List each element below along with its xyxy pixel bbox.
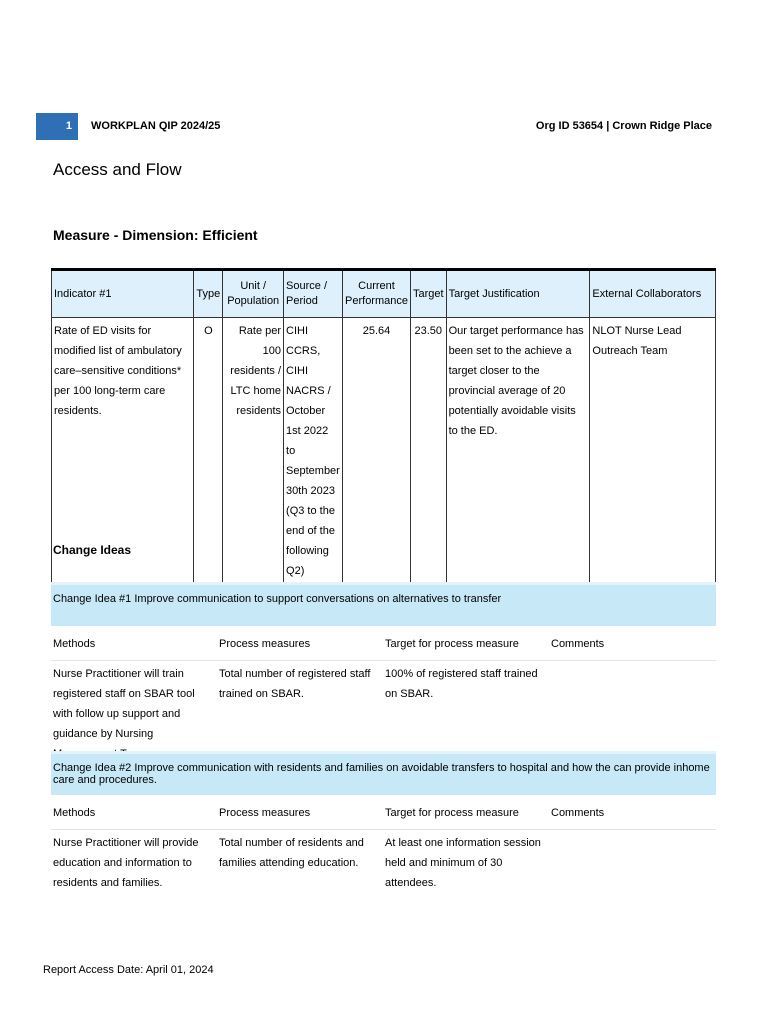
- cell-type: O: [194, 318, 223, 585]
- change-ideas-title: Change Ideas: [53, 543, 132, 557]
- cell-target: 100% of registered staff trained on SBAR.: [385, 668, 538, 700]
- th-target-process: Target for process measure: [385, 637, 519, 650]
- cell-target: At least one information session held and minimum of 30 attendees.: [385, 837, 541, 889]
- org-id: Org ID 53654 | Crown Ridge Place: [535, 120, 712, 132]
- cell-unit: Rate per 100 residents / LTC home residents: [223, 318, 284, 585]
- measure-title: Measure - Dimension: Efficient: [53, 227, 258, 243]
- cell-methods: Nurse Practitioner will train registered staff on SBAR tool with follow up support and guidance by Nursing: [53, 668, 195, 740]
- th-indicator: Indicator #1: [52, 270, 194, 318]
- change-idea-1-header: [51, 627, 716, 661]
- workplan-title: WORKPLAN QIP 2024/25: [91, 120, 221, 132]
- indicator-table: [51, 268, 716, 585]
- th-methods: Methods: [53, 637, 96, 650]
- cell-collaborators: NLOT Nurse Lead Outreach Team: [590, 318, 716, 585]
- section-title: Access and Flow: [53, 160, 182, 179]
- change-idea-2-title: Change Idea #2 Improve communication with residents and families on avoidable transfers to hospital and how the can provide inhome care and procedures.: [51, 751, 716, 795]
- th-target-process: Target for process measure: [385, 806, 519, 819]
- th-methods: Methods: [53, 806, 96, 819]
- cell-comments: [549, 664, 716, 764]
- cell-methods: Nurse Practitioner will provide education and information to residents and families.: [53, 837, 199, 889]
- indicator-table-header: [52, 270, 716, 318]
- change-idea-2-row: [51, 833, 716, 893]
- table-row: [52, 318, 716, 585]
- cell-indicator: Rate of ED visits for modified list of ambulatory care–sensitive conditions* per 100 long-term care residents.: [52, 318, 194, 585]
- th-source: Source / Period: [284, 270, 343, 318]
- th-current: Current Performance: [343, 270, 411, 318]
- page-number-badge: 1: [36, 113, 78, 140]
- report-access-date: Report Access Date: April 01, 2024: [43, 964, 214, 976]
- cell-target: 23.50: [410, 318, 446, 585]
- cell-process: Total number of residents and families attending education.: [219, 837, 364, 869]
- th-unit: Unit / Population: [223, 270, 284, 318]
- th-type: Type: [194, 270, 223, 318]
- cell-justification: Our target performance has been set to the achieve a target closer to the provincial average of 20 potentially avoidable visits to the ED.: [446, 318, 590, 585]
- th-target: Target: [410, 270, 446, 318]
- th-collaborators: External Collaborators: [590, 270, 716, 318]
- cell-current: 25.64: [343, 318, 411, 585]
- change-idea-1-title: Change Idea #1 Improve communication to support conversations on alternatives to transfer: [51, 582, 716, 626]
- th-process-measures: Process measures: [219, 637, 311, 650]
- th-comments: Comments: [551, 637, 605, 650]
- cell-source: CIHI CCRS, CIHI NACRS / October 1st 2022 to September 30th 2023 (Q3 to the end of the following Q2): [284, 318, 343, 585]
- change-idea-1-row: [51, 664, 716, 764]
- cell-comments: [549, 833, 716, 893]
- th-process-measures: Process measures: [219, 806, 311, 819]
- th-comments: Comments: [551, 806, 605, 819]
- th-justification: Target Justification: [446, 270, 590, 318]
- change-idea-2-header: [51, 796, 716, 830]
- cell-process: Total number of registered staff trained on SBAR.: [219, 668, 371, 700]
